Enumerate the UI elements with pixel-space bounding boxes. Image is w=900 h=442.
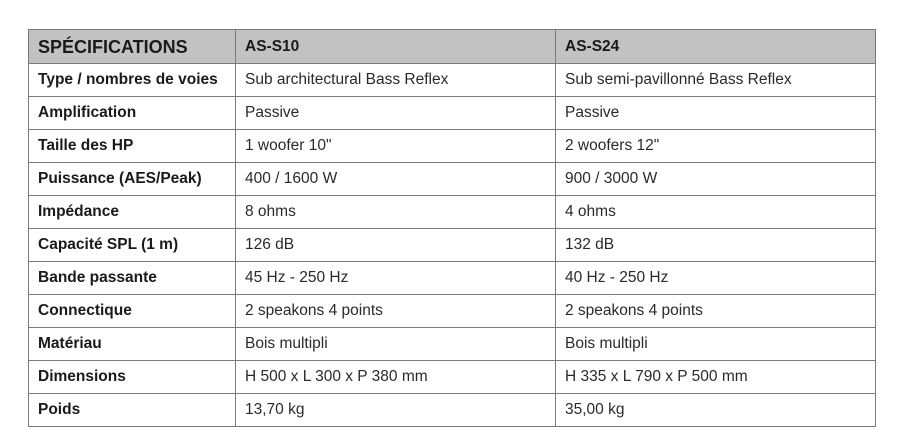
row-label: Bande passante bbox=[29, 262, 236, 295]
header-specifications: SPÉCIFICATIONS bbox=[29, 30, 236, 64]
row-label: Capacité SPL (1 m) bbox=[29, 229, 236, 262]
value-as-s24: 4 ohms bbox=[556, 196, 876, 229]
table-row bbox=[29, 64, 876, 97]
value-as-s24: Passive bbox=[556, 97, 876, 130]
table-row bbox=[29, 295, 876, 328]
table-row bbox=[29, 361, 876, 394]
row-label: Taille des HP bbox=[29, 130, 236, 163]
row-label: Matériau bbox=[29, 328, 236, 361]
value-as-s24: H 335 x L 790 x P 500 mm bbox=[556, 361, 876, 394]
table-row bbox=[29, 328, 876, 361]
table-header bbox=[29, 30, 876, 64]
header-model-as-s10: AS-S10 bbox=[236, 30, 556, 64]
row-label: Puissance (AES/Peak) bbox=[29, 163, 236, 196]
row-label: Impédance bbox=[29, 196, 236, 229]
specifications-table bbox=[28, 29, 876, 427]
value-as-s24: 40 Hz - 250 Hz bbox=[556, 262, 876, 295]
table-row bbox=[29, 262, 876, 295]
value-as-s10: 45 Hz - 250 Hz bbox=[236, 262, 556, 295]
value-as-s24: 132 dB bbox=[556, 229, 876, 262]
value-as-s10: Sub architectural Bass Reflex bbox=[236, 64, 556, 97]
value-as-s24: Bois multipli bbox=[556, 328, 876, 361]
value-as-s10: H 500 x L 300 x P 380 mm bbox=[236, 361, 556, 394]
value-as-s10: Bois multipli bbox=[236, 328, 556, 361]
value-as-s24: 900 / 3000 W bbox=[556, 163, 876, 196]
value-as-s10: 2 speakons 4 points bbox=[236, 295, 556, 328]
value-as-s10: 8 ohms bbox=[236, 196, 556, 229]
table-row bbox=[29, 163, 876, 196]
row-label: Amplification bbox=[29, 97, 236, 130]
value-as-s24: 2 speakons 4 points bbox=[556, 295, 876, 328]
table-row bbox=[29, 196, 876, 229]
value-as-s10: 1 woofer 10" bbox=[236, 130, 556, 163]
row-label: Type / nombres de voies bbox=[29, 64, 236, 97]
value-as-s24: 35,00 kg bbox=[556, 394, 876, 427]
value-as-s24: 2 woofers 12" bbox=[556, 130, 876, 163]
table-body bbox=[29, 64, 876, 427]
value-as-s10: 400 / 1600 W bbox=[236, 163, 556, 196]
row-label: Poids bbox=[29, 394, 236, 427]
table-row bbox=[29, 229, 876, 262]
table-row bbox=[29, 394, 876, 427]
value-as-s24: Sub semi-pavillonné Bass Reflex bbox=[556, 64, 876, 97]
value-as-s10: 13,70 kg bbox=[236, 394, 556, 427]
header-model-as-s24: AS-S24 bbox=[556, 30, 876, 64]
table-row bbox=[29, 130, 876, 163]
table-row bbox=[29, 97, 876, 130]
value-as-s10: 126 dB bbox=[236, 229, 556, 262]
value-as-s10: Passive bbox=[236, 97, 556, 130]
header-row bbox=[29, 30, 876, 64]
row-label: Dimensions bbox=[29, 361, 236, 394]
row-label: Connectique bbox=[29, 295, 236, 328]
